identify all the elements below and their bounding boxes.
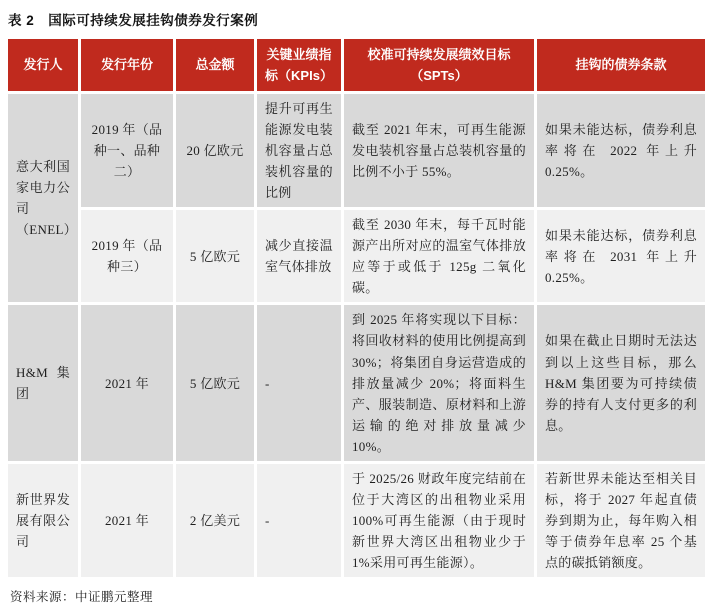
- bond-cases-table: [5, 36, 708, 580]
- header-kpi: 关键业绩指标（KPIs）: [257, 39, 341, 91]
- header-year: 发行年份: [81, 39, 173, 91]
- amount-cell: 5 亿欧元: [176, 305, 254, 460]
- table-number: 表 2: [8, 13, 35, 28]
- kpi-cell: 提升可再生能源发电装机容量占总装机容量的比例: [257, 94, 341, 207]
- header-row: [8, 39, 705, 91]
- data-source-note: 资料来源：中证鹏元整理: [10, 589, 154, 604]
- spt-cell: 于 2025/26 财政年度完结前在位于大湾区的出租物业采用 100%可再生能源（由于现时新世界大湾区出租物业少于 1%采用可再生能源）。: [344, 464, 534, 577]
- kpi-cell: 减少直接温室气体排放: [257, 210, 341, 302]
- amount-cell: 5 亿欧元: [176, 210, 254, 302]
- terms-cell: 如果未能达标，债券利息率将在 2022 年上升 0.25%。: [537, 94, 705, 207]
- table-title: [5, 7, 708, 36]
- table-row: [8, 94, 705, 207]
- issuer-cell: H&M 集团: [8, 305, 78, 460]
- header-issuer: 发行人: [8, 39, 78, 91]
- table-title-text: 国际可持续发展挂钩债券发行案例: [48, 13, 259, 28]
- issuer-cell: 新世界发展有限公司: [8, 464, 78, 577]
- year-cell: 2021 年: [81, 305, 173, 460]
- kpi-cell: -: [257, 305, 341, 460]
- table-row: [8, 305, 705, 460]
- header-terms: 挂钩的债券条款: [537, 39, 705, 91]
- terms-cell: 如果未能达标，债券利息率将在 2031 年上升 0.25%。: [537, 210, 705, 302]
- spt-cell: 到 2025 年将实现以下目标：将回收材料的使用比例提高到 30%；将集团自身运营造成的排放量减少 20%；将面料生产、服装制造、原材料和上游运输的绝对排放量减少 10%。: [344, 305, 534, 460]
- year-cell: 2019 年（品种三）: [81, 210, 173, 302]
- terms-cell: 若新世界未能达至相关目标，将于 2027 年起直债券到期为止，每年购入相等于债券年息率 25 个基点的碳抵销额度。: [537, 464, 705, 577]
- amount-cell: 2 亿美元: [176, 464, 254, 577]
- header-spt: 校准可持续发展绩效目标（SPTs）: [344, 39, 534, 91]
- terms-cell: 如果在截止日期时无法达到以上这些目标，那么 H&M 集团要为可持续债券的持有人支付更多的利息。: [537, 305, 705, 460]
- amount-cell: 20 亿欧元: [176, 94, 254, 207]
- spt-cell: 截至 2030 年末，每千瓦时能源产出所对应的温室气体排放应等于或低于 125g 二氧化碳。: [344, 210, 534, 302]
- table-row: [8, 464, 705, 577]
- year-cell: 2019 年（品种一、品种二）: [81, 94, 173, 207]
- header-amount: 总金额: [176, 39, 254, 91]
- issuer-cell: 意大利国家电力公司（ENEL）: [8, 94, 78, 302]
- table-row: [8, 210, 705, 302]
- year-cell: 2021 年: [81, 464, 173, 577]
- kpi-cell: -: [257, 464, 341, 577]
- spt-cell: 截至 2021 年末，可再生能源发电装机容量占总装机容量的比例不小于 55%。: [344, 94, 534, 207]
